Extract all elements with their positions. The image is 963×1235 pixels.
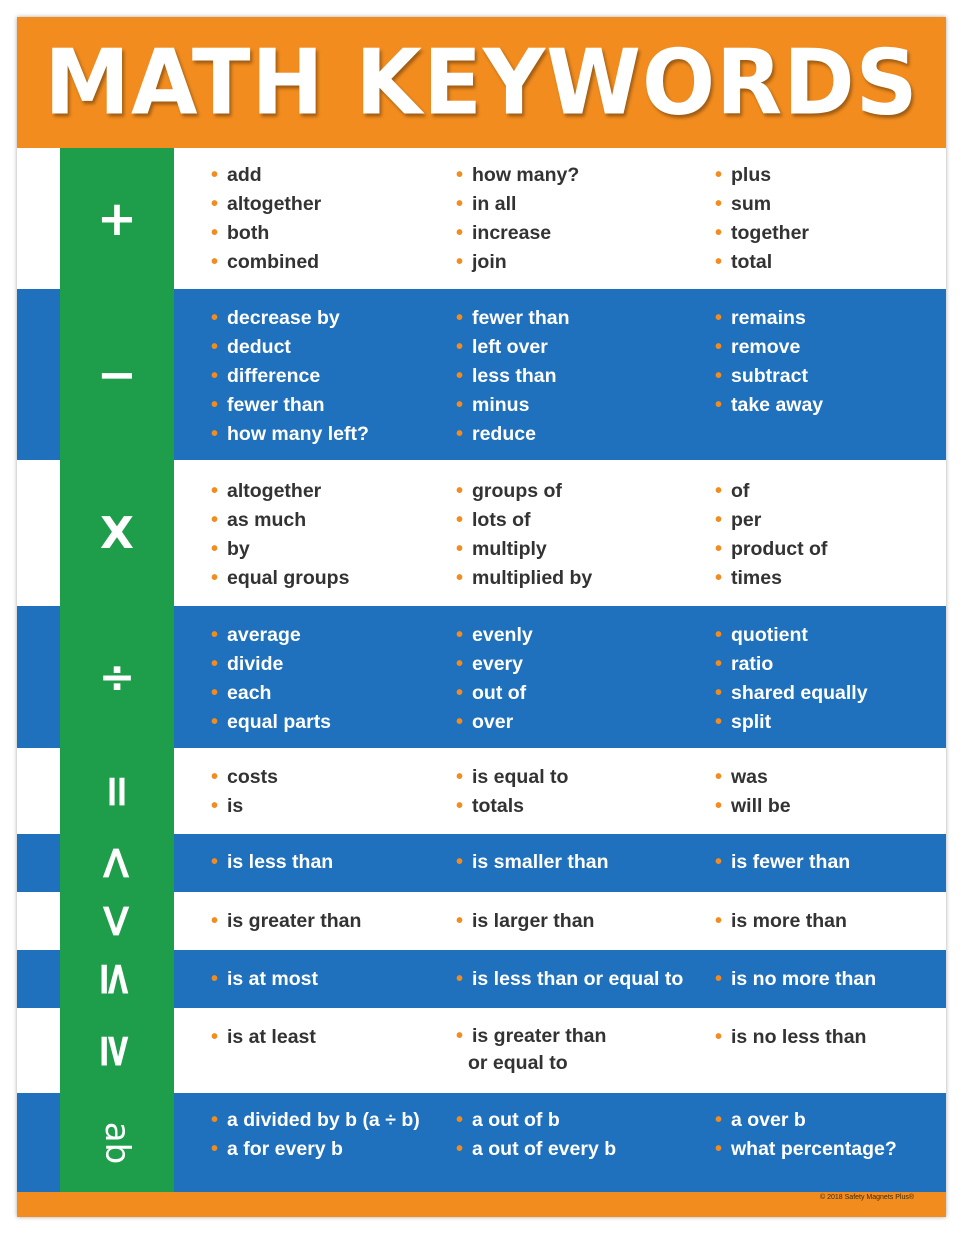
- keyword-item: • together: [715, 219, 809, 248]
- keyword-column-2: [456, 965, 683, 994]
- keyword-item: • was: [715, 763, 791, 792]
- keyword-column-3: [715, 621, 868, 737]
- keyword-column-3: [715, 848, 850, 877]
- keyword-item: • divide: [211, 650, 331, 679]
- keyword-item: • increase: [456, 219, 579, 248]
- keyword-column-2: [456, 304, 570, 449]
- keyword-item: • fewer than: [456, 304, 570, 333]
- keyword-column-3: [715, 304, 823, 420]
- keyword-item: • of: [715, 477, 827, 506]
- keyword-item: • both: [211, 219, 321, 248]
- keyword-item: • remove: [715, 333, 823, 362]
- keyword-column-3: [715, 1106, 897, 1164]
- keyword-column-2: [456, 1106, 616, 1164]
- keyword-item: • shared equally: [715, 679, 868, 708]
- keyword-column-1: [211, 477, 349, 593]
- keyword-item: • costs: [211, 763, 278, 792]
- keyword-item: • totals: [456, 792, 568, 821]
- keyword-item: • is greater than: [211, 907, 361, 936]
- symbol-glyph: >: [89, 901, 144, 941]
- keyword-item: • is at most: [211, 965, 318, 994]
- keyword-item: • add: [211, 161, 321, 190]
- symbol-glyph: ≥: [89, 1031, 144, 1070]
- keyword-item: • ratio: [715, 650, 868, 679]
- keyword-item: • how many?: [456, 161, 579, 190]
- row-fraction: [17, 1093, 946, 1192]
- symbol-glyph: −: [96, 346, 138, 403]
- keyword-item: • remains: [715, 304, 823, 333]
- keyword-item: • deduct: [211, 333, 369, 362]
- symbol-glyph: <: [89, 843, 144, 883]
- keyword-item: • as much: [211, 506, 349, 535]
- keyword-item: • is less than or equal to: [456, 965, 683, 994]
- keyword-item: • is more than: [715, 907, 847, 936]
- keyword-item: • equal parts: [211, 708, 331, 737]
- keyword-item: • multiply: [456, 535, 592, 564]
- keyword-item: • equal groups: [211, 564, 349, 593]
- symbol-minus: [60, 289, 174, 460]
- title-banner: [17, 17, 946, 148]
- keyword-column-2: [456, 1023, 606, 1077]
- keyword-item: • altogether: [211, 477, 349, 506]
- copyright-text: © 2018 Safety Magnets Plus®: [820, 1194, 914, 1201]
- symbol-glyph: ≤: [89, 959, 144, 999]
- row-divide: [17, 606, 946, 748]
- keyword-column-3: [715, 161, 809, 277]
- row-times: [17, 460, 946, 606]
- keyword-item: • reduce: [456, 420, 570, 449]
- keyword-item: • is at least: [211, 1023, 316, 1052]
- keyword-item: • is larger than: [456, 907, 594, 936]
- keyword-item: • each: [211, 679, 331, 708]
- keyword-column-3: [715, 965, 876, 994]
- row-greater-or-equal: [17, 1008, 946, 1093]
- symbol-plus: [60, 148, 174, 289]
- keyword-item: • split: [715, 708, 868, 737]
- keyword-item: • left over: [456, 333, 570, 362]
- keyword-item: • what percentage?: [715, 1135, 897, 1164]
- row-plus: [17, 148, 946, 289]
- row-less-or-equal: [17, 950, 946, 1008]
- symbol-greater-or-equal: [60, 1008, 174, 1093]
- keyword-item: • every: [456, 650, 533, 679]
- keyword-item: • less than: [456, 362, 570, 391]
- symbol-equals: [60, 748, 174, 834]
- symbol-glyph: +: [96, 190, 138, 247]
- keyword-item: • multiplied by: [456, 564, 592, 593]
- symbol-fraction: [60, 1093, 174, 1192]
- keyword-item: • product of: [715, 535, 827, 564]
- keyword-item: • out of: [456, 679, 533, 708]
- keyword-column-1: [211, 1023, 316, 1052]
- keyword-item: • is: [211, 792, 278, 821]
- keyword-column-3: [715, 907, 847, 936]
- keyword-item: • is no less than: [715, 1023, 866, 1052]
- keyword-item: • plus: [715, 161, 809, 190]
- keyword-item: • evenly: [456, 621, 533, 650]
- keyword-column-1: [211, 621, 331, 737]
- keyword-item: • is greater than or equal to: [456, 1023, 606, 1077]
- symbol-glyph: X: [100, 507, 134, 559]
- keyword-item: • decrease by: [211, 304, 369, 333]
- keyword-item: • take away: [715, 391, 823, 420]
- row-minus: [17, 289, 946, 460]
- keyword-column-1: [211, 907, 361, 936]
- keyword-column-2: [456, 907, 594, 936]
- keyword-item: • lots of: [456, 506, 592, 535]
- keyword-item: • a divided by b (a ÷ b): [211, 1106, 420, 1135]
- keyword-item: • times: [715, 564, 827, 593]
- symbol-less-or-equal: [60, 950, 174, 1008]
- keyword-column-2: [456, 161, 579, 277]
- footer-bar: [17, 1192, 946, 1217]
- page-title: MATH KEYWORDS: [44, 30, 919, 136]
- keyword-column-3: [715, 763, 791, 821]
- keyword-column-1: [211, 763, 278, 821]
- keyword-item: • quotient: [715, 621, 868, 650]
- keyword-item: • groups of: [456, 477, 592, 506]
- keyword-item: • is less than: [211, 848, 333, 877]
- keyword-column-2: [456, 763, 568, 821]
- keyword-item: • subtract: [715, 362, 823, 391]
- keyword-item: • by: [211, 535, 349, 564]
- keyword-item: • is fewer than: [715, 848, 850, 877]
- keyword-item: • per: [715, 506, 827, 535]
- keyword-item: • how many left?: [211, 420, 369, 449]
- keyword-item: • sum: [715, 190, 809, 219]
- symbol-times: [60, 460, 174, 606]
- symbol-less-than: [60, 834, 174, 892]
- keyword-item: • combined: [211, 248, 321, 277]
- keyword-item: • a for every b: [211, 1135, 420, 1164]
- keyword-item: • fewer than: [211, 391, 369, 420]
- row-equals: [17, 748, 946, 834]
- keyword-item: • in all: [456, 190, 579, 219]
- symbol-glyph: ÷: [98, 651, 136, 703]
- symbol-greater-than: [60, 892, 174, 950]
- symbol-glyph: =: [91, 772, 143, 810]
- keyword-column-2: [456, 848, 609, 877]
- keyword-column-1: [211, 965, 318, 994]
- keyword-item: • difference: [211, 362, 369, 391]
- keyword-column-2: [456, 621, 533, 737]
- fraction-symbol: [97, 1121, 137, 1164]
- keyword-column-3: [715, 1023, 866, 1052]
- keyword-item: • a out of b: [456, 1106, 616, 1135]
- row-greater-than: [17, 892, 946, 950]
- keyword-column-3: [715, 477, 827, 593]
- keyword-column-2: [456, 477, 592, 593]
- row-less-than: [17, 834, 946, 892]
- keyword-item: • will be: [715, 792, 791, 821]
- keyword-column-1: [211, 304, 369, 449]
- keyword-item: • is smaller than: [456, 848, 609, 877]
- keyword-item: • is equal to: [456, 763, 568, 792]
- keyword-item: • join: [456, 248, 579, 277]
- symbol-divide: [60, 606, 174, 748]
- keyword-column-1: [211, 848, 333, 877]
- poster: [17, 17, 946, 1217]
- keyword-item: • over: [456, 708, 533, 737]
- keyword-item: • a out of every b: [456, 1135, 616, 1164]
- fraction-denominator: b: [97, 1142, 137, 1164]
- keyword-item: • average: [211, 621, 331, 650]
- keyword-item: • minus: [456, 391, 570, 420]
- keyword-column-1: [211, 1106, 420, 1164]
- keyword-item: • altogether: [211, 190, 321, 219]
- keyword-item: • a over b: [715, 1106, 897, 1135]
- fraction-numerator: a: [97, 1121, 137, 1143]
- keyword-item: • is no more than: [715, 965, 876, 994]
- keyword-column-1: [211, 161, 321, 277]
- keyword-item: • total: [715, 248, 809, 277]
